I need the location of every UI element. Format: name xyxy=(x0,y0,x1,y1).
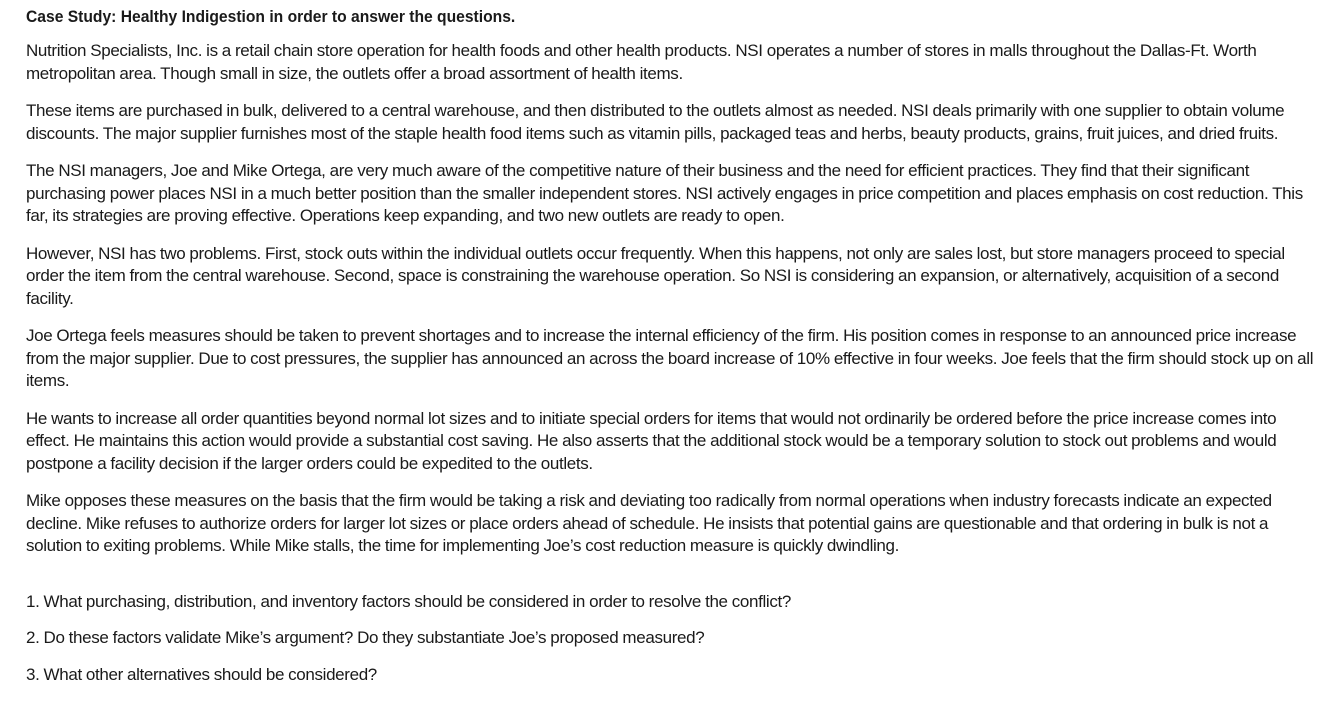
paragraph-joe-position: Joe Ortega feels measures should be taken to prevent shortages and to increase the internal efficiency of the firm. His position comes in response to an announced price increase from the major supplier. Due to cost pressures, the supplier has announced an across the board increase of 10% effective in four weeks. Joe feels that the firm should stock up on all items. xyxy=(26,326,1314,390)
question-list xyxy=(26,591,1320,686)
paragraph-company-overview: Nutrition Specialists, Inc. is a retail chain store operation for health foods and other health products. NSI operates a number of stores in malls throughout the Dallas-Ft. Worth metropolitan area. Though small in size, the outlets offer a broad assortment of health items. xyxy=(26,41,1257,83)
paragraph-purchasing: These items are purchased in bulk, delivered to a central warehouse, and then distributed to the outlets almost as needed. NSI deals primarily with one supplier to obtain volume discounts. The major supplier furnishes most of the staple health food items such as vitamin pills, packaged teas and herbs, beauty products, grains, fruit juices, and dried fruits. xyxy=(26,101,1285,143)
case-study-document xyxy=(26,6,1320,700)
question-item: 2. Do these factors validate Mike’s argument? Do they substantiate Joe’s proposed measured? xyxy=(26,628,705,648)
question-item: 1. What purchasing, distribution, and inventory factors should be considered in order to resolve the conflict? xyxy=(26,591,791,611)
paragraph-mike-position: Mike opposes these measures on the basis that the firm would be taking a risk and deviating too radically from normal operations when industry forecasts indicate an expected decline. Mike refuses to authorize orders for larger lot sizes or place orders ahead of schedule. He insists that potential gains are questionable and that ordering in bulk is not a solution to exiting problems. While Mike stalls, the time for implementing Joe’s cost reduction measure is quickly dwindling. xyxy=(26,491,1272,555)
paragraph-joe-plan: He wants to increase all order quantities beyond normal lot sizes and to initiate special orders for items that would not ordinarily be ordered before the price increase comes into effect. He maintains this action would provide a substantial cost saving. He also asserts that the additional stock would be a temporary solution to stock out problems and would postpone a facility decision if the larger orders could be expedited to the outlets. xyxy=(26,408,1277,473)
paragraph-managers: The NSI managers, Joe and Mike Ortega, are very much aware of the competitive nature of their business and the need for efficient practices. They find that their significant purchasing power places NSI in a much better position than the smaller independent stores. NSI actively engages in price competition and places emphasis on cost reduction. This far, its strategies are proving effective. Operations keep expanding, and two new outlets are ready to open. xyxy=(26,161,1303,225)
question-item: 3. What other alternatives should be considered? xyxy=(26,664,377,684)
paragraph-problems: However, NSI has two problems. First, stock outs within the individual outlets occur frequently. When this happens, not only are sales lost, but store managers proceed to special order the item from the central warehouse. Second, space is constraining the warehouse operation. So NSI is considering an expansion, or alternatively, acquisition of a second facility. xyxy=(26,243,1285,308)
case-study-title: Case Study: Healthy Indigestion in order to answer the questions. xyxy=(26,7,516,26)
